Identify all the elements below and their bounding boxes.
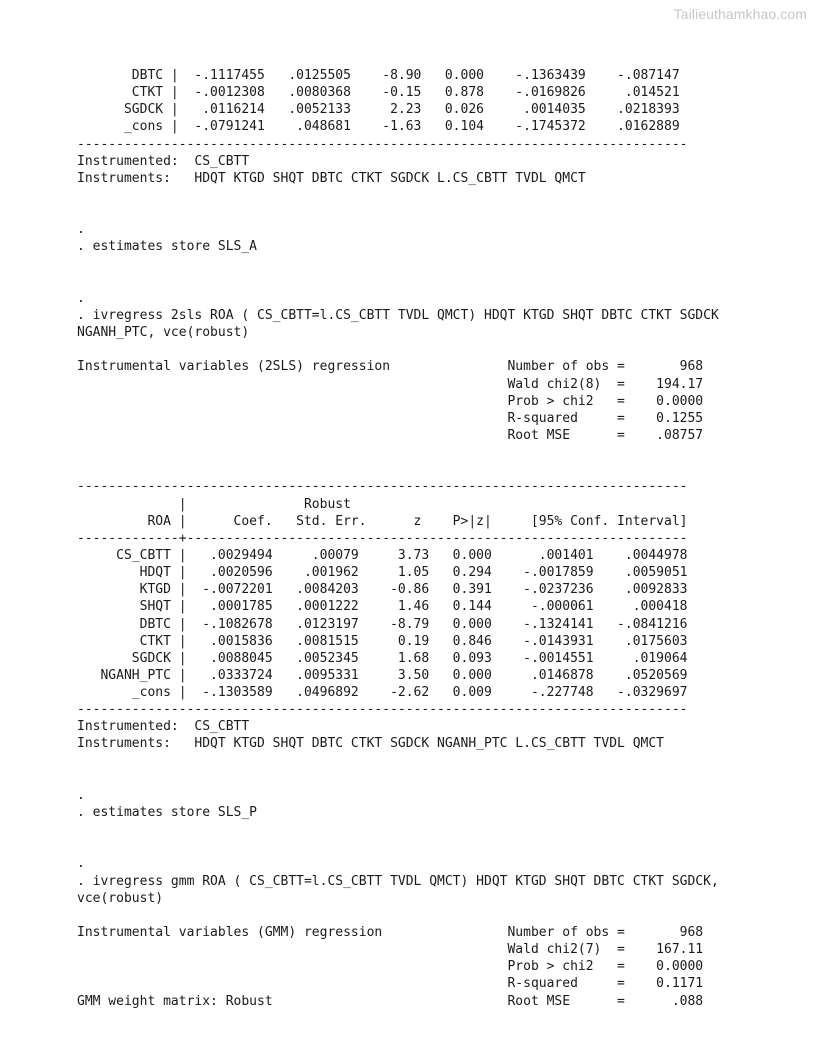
output-line: KTGD | -.0072201 .0084203 -0.86 0.391 -.0237236 .0092833 xyxy=(77,582,688,598)
output-line: CTKT | .0015836 .0081515 0.19 0.846 -.0143931 .0175603 xyxy=(77,633,688,649)
stata-output xyxy=(77,67,719,1010)
output-line: HDQT | .0020596 .001962 1.05 0.294 -.0017859 .0059051 xyxy=(77,565,688,581)
output-line: ------------------------------------------------------------------------------ xyxy=(77,479,688,495)
output-line: Instruments: HDQT KTGD SHQT DBTC CTKT SGDCK NGANH_PTC L.CS_CBTT TVDL QMCT xyxy=(77,736,664,752)
blank-line xyxy=(77,341,719,358)
output-line: . estimates store SLS_P xyxy=(77,805,258,821)
output-line: R-squared = 0.1171 xyxy=(77,976,704,992)
output-line: NGANH_PTC, vce(robust) xyxy=(77,325,250,341)
blank-line xyxy=(77,273,719,290)
output-line: GMM weight matrix: Robust Root MSE = .088 xyxy=(77,993,704,1009)
output-line: Instruments: HDQT KTGD SHQT DBTC CTKT SGDCK L.CS_CBTT TVDL QMCT xyxy=(77,170,586,186)
blank-line xyxy=(77,187,719,204)
output-line: Instrumented: CS_CBTT xyxy=(77,153,250,169)
output-line: . xyxy=(77,856,85,872)
output-line: _cons | -.1303589 .0496892 -2.62 0.009 -.227748 -.0329697 xyxy=(77,685,688,701)
output-line: vce(robust) xyxy=(77,890,164,906)
blank-line xyxy=(77,838,719,855)
blank-line xyxy=(77,461,719,478)
blank-line xyxy=(77,753,719,770)
output-line: Instrumented: CS_CBTT xyxy=(77,719,250,735)
output-line: . estimates store SLS_A xyxy=(77,239,258,255)
watermark: Tailieuthamkhao.com xyxy=(673,6,807,22)
output-line: Wald chi2(7) = 167.11 xyxy=(77,942,704,958)
output-line: DBTC | -.1082678 .0123197 -8.79 0.000 -.1324141 -.0841216 xyxy=(77,616,688,632)
output-line: NGANH_PTC | .0333724 .0095331 3.50 0.000 .0146878 .0520569 xyxy=(77,667,688,683)
output-line: Instrumental variables (GMM) regression Number of obs = 968 xyxy=(77,925,704,941)
output-line: Prob > chi2 = 0.0000 xyxy=(77,393,704,409)
blank-line xyxy=(77,821,719,838)
output-line: _cons | -.0791241 .048681 -1.63 0.104 -.1745372 .0162889 xyxy=(77,119,680,135)
output-line: | Robust xyxy=(77,496,351,512)
output-line: CS_CBTT | .0029494 .00079 3.73 0.000 .001401 .0044978 xyxy=(77,547,688,563)
output-line: SGDCK | .0088045 .0052345 1.68 0.093 -.0014551 .019064 xyxy=(77,650,688,666)
output-line: . ivregress 2sls ROA ( CS_CBTT=l.CS_CBTT TVDL QMCT) HDQT KTGD SHQT DBTC CTKT SGDCK xyxy=(77,307,719,323)
output-line: . xyxy=(77,222,85,238)
output-line: R-squared = 0.1255 xyxy=(77,410,704,426)
blank-line xyxy=(77,256,719,273)
output-line: Instrumental variables (2SLS) regression Number of obs = 968 xyxy=(77,359,704,375)
output-line: CTKT | -.0012308 .0080368 -0.15 0.878 -.0169826 .014521 xyxy=(77,85,680,101)
output-line: DBTC | -.1117455 .0125505 -8.90 0.000 -.1363439 -.087147 xyxy=(77,68,680,83)
output-line: ------------------------------------------------------------------------------ xyxy=(77,136,688,152)
output-line: Prob > chi2 = 0.0000 xyxy=(77,959,704,975)
output-line: SHQT | .0001785 .0001222 1.46 0.144 -.000061 .000418 xyxy=(77,599,688,615)
output-line: -------------+---------------------------------------------------------------- xyxy=(77,530,688,546)
output-line: SGDCK | .0116214 .0052133 2.23 0.026 .0014035 .0218393 xyxy=(77,102,680,118)
output-line: . xyxy=(77,787,85,803)
output-line: ------------------------------------------------------------------------------ xyxy=(77,702,688,718)
output-line: Wald chi2(8) = 194.17 xyxy=(77,376,704,392)
blank-line xyxy=(77,204,719,221)
output-line: Root MSE = .08757 xyxy=(77,427,704,443)
output-line: ROA | Coef. Std. Err. z P>|z| [95% Conf. Interval] xyxy=(77,513,688,529)
output-line: . xyxy=(77,290,85,306)
output-line: . ivregress gmm ROA ( CS_CBTT=l.CS_CBTT TVDL QMCT) HDQT KTGD SHQT DBTC CTKT SGDCK, xyxy=(77,873,719,889)
blank-line xyxy=(77,444,719,461)
blank-line xyxy=(77,907,719,924)
blank-line xyxy=(77,770,719,787)
